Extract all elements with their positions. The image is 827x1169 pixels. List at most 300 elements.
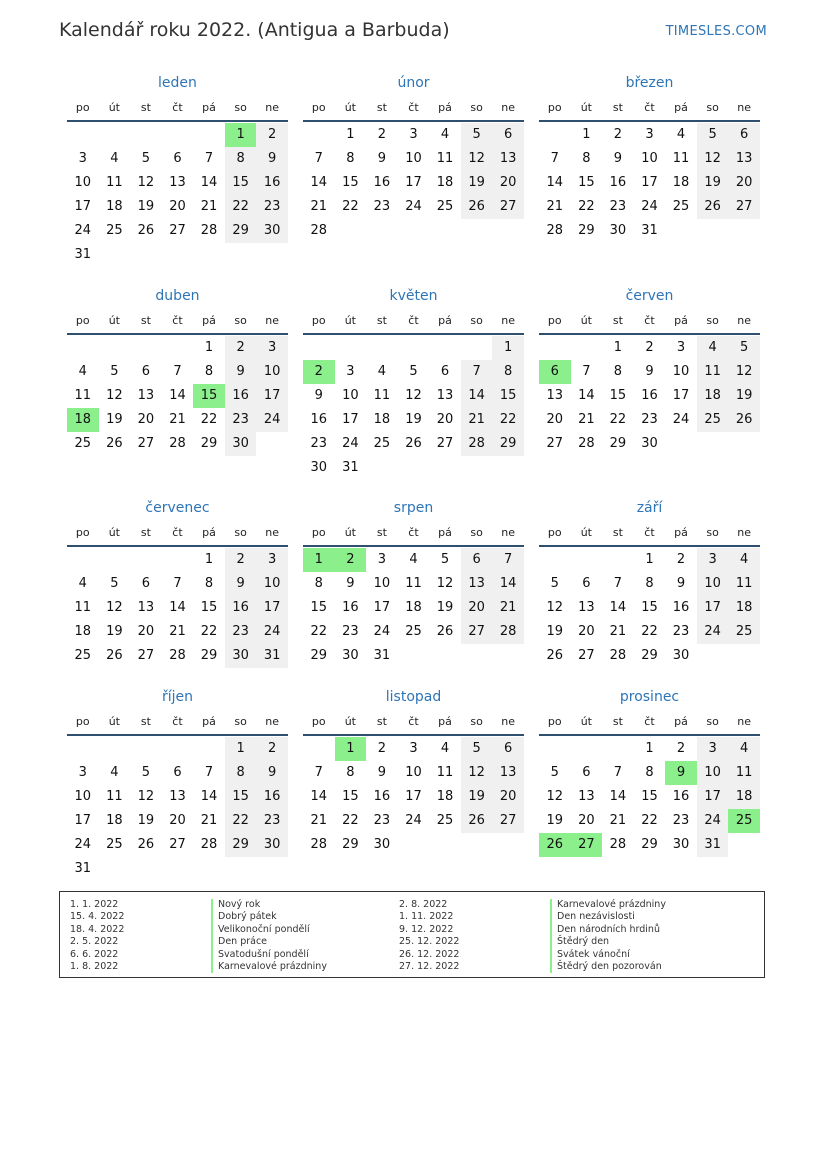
day-cell: 23 xyxy=(641,412,658,427)
weekday-label: st xyxy=(140,715,151,728)
weekday-label: út xyxy=(580,526,592,539)
weekday-label: ne xyxy=(737,526,752,539)
weekday-header xyxy=(303,96,524,122)
weekday-label: ne xyxy=(501,526,516,539)
day-cell: 6 xyxy=(492,123,524,147)
month-block xyxy=(539,284,760,456)
day-cell: 27 xyxy=(169,223,186,238)
holiday-day-cell: 2 xyxy=(335,548,367,572)
day-cell: 4 xyxy=(440,127,450,142)
day-cell: 10 xyxy=(342,388,359,403)
day-cell: 12 xyxy=(546,600,564,615)
day-cell: 8 xyxy=(582,151,591,166)
day-cell: 5 xyxy=(141,151,151,166)
day-cell: 2 xyxy=(377,741,387,756)
day-cell: 8 xyxy=(204,364,214,379)
weekday-label: so xyxy=(706,101,719,114)
day-cell: 2 xyxy=(676,741,686,756)
day-cell: 10 xyxy=(256,572,288,596)
day-cell: 22 xyxy=(342,199,359,214)
day-cell: 6 xyxy=(440,364,450,379)
day-cell: 31 xyxy=(342,460,359,475)
day-cell: 4 xyxy=(697,336,729,360)
day-cell: 27 xyxy=(461,620,493,644)
day-cell: 25 xyxy=(728,620,760,644)
day-cell: 15 xyxy=(342,789,359,804)
month-block xyxy=(67,685,288,881)
legend-date: 1. 1. 2022 xyxy=(70,899,119,910)
day-cell: 13 xyxy=(137,388,155,403)
day-cell: 12 xyxy=(546,789,564,804)
day-cell: 22 xyxy=(342,813,359,828)
day-cell: 2 xyxy=(256,737,288,761)
month-name: září xyxy=(636,500,663,516)
empty-cell xyxy=(461,336,493,360)
day-cell: 6 xyxy=(141,576,151,591)
day-cell: 6 xyxy=(582,765,591,780)
legend-holiday-name: Den nezávislosti xyxy=(550,911,666,923)
days-grid xyxy=(67,547,288,668)
day-cell: 2 xyxy=(225,548,257,572)
day-cell: 12 xyxy=(106,388,123,403)
day-cell: 19 xyxy=(546,624,564,639)
weekday-label: ne xyxy=(501,715,516,728)
days-grid xyxy=(303,547,524,668)
day-cell: 4 xyxy=(409,552,418,567)
legend-date: 25. 12. 2022 xyxy=(399,936,460,948)
day-cell: 27 xyxy=(169,837,186,852)
day-cell: 19 xyxy=(728,384,760,408)
day-cell: 6 xyxy=(173,765,182,780)
day-cell: 10 xyxy=(405,151,422,166)
day-cell: 24 xyxy=(405,199,422,214)
day-cell: 24 xyxy=(74,837,92,852)
day-cell: 22 xyxy=(200,624,218,639)
month-name: prosinec xyxy=(619,689,680,705)
weekday-label: čt xyxy=(172,715,183,728)
weekday-label: st xyxy=(612,101,623,114)
empty-cell xyxy=(99,336,131,360)
days-grid xyxy=(539,122,760,243)
day-cell: 20 xyxy=(169,199,186,214)
day-cell: 10 xyxy=(697,761,729,785)
day-cell: 19 xyxy=(546,813,564,828)
day-cell: 28 xyxy=(200,223,218,238)
weekday-label: pá xyxy=(202,101,216,114)
day-cell: 19 xyxy=(461,785,493,809)
days-grid xyxy=(67,335,288,456)
day-cell: 30 xyxy=(310,460,328,475)
day-cell: 13 xyxy=(728,147,760,171)
month-block xyxy=(303,284,524,480)
day-cell: 7 xyxy=(314,151,323,166)
weekday-label: ne xyxy=(265,101,280,114)
day-cell: 18 xyxy=(672,175,690,190)
day-cell: 26 xyxy=(137,223,155,238)
weekday-label: ne xyxy=(501,101,516,114)
holiday-day-cell: 9 xyxy=(665,761,697,785)
day-cell: 12 xyxy=(405,388,422,403)
day-cell: 25 xyxy=(697,408,729,432)
day-cell: 11 xyxy=(672,151,690,166)
empty-cell xyxy=(539,336,571,360)
day-cell: 7 xyxy=(173,364,182,379)
weekday-label: po xyxy=(75,715,90,728)
day-cell: 5 xyxy=(461,737,493,761)
month-name: březen xyxy=(625,75,674,91)
empty-cell xyxy=(602,548,634,572)
day-cell: 13 xyxy=(492,761,524,785)
day-cell: 2 xyxy=(645,340,654,355)
empty-cell xyxy=(162,336,194,360)
day-cell: 26 xyxy=(546,648,564,663)
day-cell: 22 xyxy=(310,624,328,639)
day-cell: 4 xyxy=(728,737,760,761)
day-cell: 29 xyxy=(225,833,257,857)
day-cell: 22 xyxy=(225,809,257,833)
weekday-label: ne xyxy=(265,715,280,728)
weekday-label: pá xyxy=(438,526,452,539)
day-cell: 10 xyxy=(74,789,92,804)
day-cell: 12 xyxy=(137,789,155,804)
day-cell: 12 xyxy=(436,576,454,591)
day-cell: 27 xyxy=(492,809,524,833)
day-cell: 27 xyxy=(546,436,564,451)
day-cell: 20 xyxy=(546,412,564,427)
month-block xyxy=(539,685,760,857)
day-cell: 9 xyxy=(225,572,257,596)
day-cell: 19 xyxy=(405,412,422,427)
weekday-label: čt xyxy=(408,715,419,728)
day-cell: 31 xyxy=(373,648,391,663)
legend-date: 9. 12. 2022 xyxy=(399,923,454,935)
day-cell: 26 xyxy=(106,648,123,663)
day-cell: 25 xyxy=(405,624,422,639)
day-cell: 23 xyxy=(373,199,391,214)
legend-date: 1. 11. 2022 xyxy=(399,911,454,923)
weekday-label: út xyxy=(108,526,120,539)
day-cell: 16 xyxy=(256,785,288,809)
day-cell: 16 xyxy=(373,175,391,190)
holiday-day-cell: 1 xyxy=(225,123,257,147)
weekday-label: út xyxy=(344,715,356,728)
day-cell: 28 xyxy=(169,436,186,451)
day-cell: 13 xyxy=(169,175,186,190)
weekday-label: ne xyxy=(265,526,280,539)
day-cell: 13 xyxy=(461,572,493,596)
day-cell: 7 xyxy=(550,151,559,166)
day-cell: 20 xyxy=(492,785,524,809)
empty-cell xyxy=(162,737,194,761)
day-cell: 7 xyxy=(173,576,182,591)
day-cell: 9 xyxy=(346,576,355,591)
day-cell: 10 xyxy=(373,576,391,591)
day-cell: 9 xyxy=(613,151,623,166)
day-cell: 26 xyxy=(728,408,760,432)
day-cell: 7 xyxy=(613,765,623,780)
day-cell: 13 xyxy=(546,388,564,403)
legend-date: 15. 4. 2022 xyxy=(70,911,125,923)
empty-cell xyxy=(602,737,634,761)
page-title: Kalendář roku 2022. (Antigua a Barbuda) xyxy=(59,19,450,41)
day-cell: 14 xyxy=(609,600,627,615)
day-cell: 3 xyxy=(645,127,654,142)
day-cell: 15 xyxy=(225,171,257,195)
legend-date: 1. 8. 2022 xyxy=(70,960,119,972)
day-cell: 24 xyxy=(405,813,422,828)
day-cell: 28 xyxy=(200,837,218,852)
day-cell: 1 xyxy=(645,741,654,756)
legend-date: 27. 12. 2022 xyxy=(399,960,460,972)
day-cell: 6 xyxy=(492,737,524,761)
day-cell: 29 xyxy=(200,436,218,451)
month-name: červenec xyxy=(145,500,210,516)
weekday-label: so xyxy=(470,715,483,728)
empty-cell xyxy=(303,737,335,761)
day-cell: 15 xyxy=(641,789,658,804)
day-cell: 11 xyxy=(74,388,92,403)
day-cell: 28 xyxy=(310,837,328,852)
weekday-label: čt xyxy=(644,314,655,327)
day-cell: 7 xyxy=(314,765,323,780)
weekday-label: ne xyxy=(737,314,752,327)
day-cell: 6 xyxy=(582,576,591,591)
weekday-label: so xyxy=(470,314,483,327)
legend-holiday-name: Den národních hrdinů xyxy=(550,924,666,936)
day-cell: 27 xyxy=(492,195,524,219)
holiday-day-cell: 1 xyxy=(335,737,367,761)
day-cell: 30 xyxy=(609,223,627,238)
day-cell: 8 xyxy=(346,151,355,166)
weekday-header xyxy=(303,309,524,335)
legend-date: 2. 5. 2022 xyxy=(70,936,119,948)
day-cell: 20 xyxy=(461,596,493,620)
month-name: leden xyxy=(158,75,197,91)
weekday-label: ne xyxy=(265,314,280,327)
day-cell: 21 xyxy=(546,199,564,214)
day-cell: 5 xyxy=(550,576,559,591)
weekday-label: čt xyxy=(172,526,183,539)
day-cell: 10 xyxy=(672,364,690,379)
day-cell: 29 xyxy=(578,223,595,238)
weekday-header xyxy=(539,710,760,736)
day-cell: 11 xyxy=(405,576,422,591)
day-cell: 17 xyxy=(672,388,690,403)
empty-cell xyxy=(67,737,99,761)
day-cell: 20 xyxy=(578,624,595,639)
day-cell: 1 xyxy=(204,552,214,567)
legend-date: 26. 12. 2022 xyxy=(399,948,460,960)
legend-holiday-name: Dobrý pátek xyxy=(211,911,327,923)
day-cell: 1 xyxy=(582,127,591,142)
day-cell: 23 xyxy=(609,199,627,214)
day-cell: 5 xyxy=(728,336,760,360)
day-cell: 18 xyxy=(436,789,454,804)
day-cell: 30 xyxy=(373,837,391,852)
day-cell: 30 xyxy=(256,219,288,243)
day-cell: 10 xyxy=(256,360,288,384)
day-cell: 20 xyxy=(728,171,760,195)
day-cell: 8 xyxy=(645,765,654,780)
legend-holiday-name: Svatodušní pondělí xyxy=(211,949,327,961)
day-cell: 9 xyxy=(314,388,323,403)
day-cell: 23 xyxy=(225,620,257,644)
days-grid xyxy=(67,122,288,267)
day-cell: 14 xyxy=(200,789,218,804)
day-cell: 24 xyxy=(697,809,729,833)
weekday-label: po xyxy=(311,101,326,114)
day-cell: 17 xyxy=(697,596,729,620)
holiday-day-cell: 18 xyxy=(67,408,99,432)
day-cell: 3 xyxy=(409,127,418,142)
day-cell: 18 xyxy=(106,813,123,828)
day-cell: 26 xyxy=(461,809,493,833)
empty-cell xyxy=(99,123,131,147)
day-cell: 14 xyxy=(492,572,524,596)
day-cell: 11 xyxy=(106,175,123,190)
day-cell: 23 xyxy=(672,624,690,639)
holiday-day-cell: 15 xyxy=(193,384,225,408)
day-cell: 17 xyxy=(342,412,359,427)
day-cell: 21 xyxy=(461,408,493,432)
day-cell: 20 xyxy=(169,813,186,828)
month-block xyxy=(67,496,288,668)
day-cell: 12 xyxy=(697,147,729,171)
day-cell: 29 xyxy=(641,648,658,663)
day-cell: 22 xyxy=(200,412,218,427)
day-cell: 18 xyxy=(728,785,760,809)
day-cell: 4 xyxy=(728,548,760,572)
weekday-label: po xyxy=(547,715,562,728)
day-cell: 22 xyxy=(578,199,595,214)
day-cell: 26 xyxy=(461,195,493,219)
weekday-label: st xyxy=(376,101,387,114)
weekday-label: pá xyxy=(674,715,688,728)
weekday-header xyxy=(67,309,288,335)
day-cell: 18 xyxy=(728,596,760,620)
day-cell: 24 xyxy=(342,436,359,451)
day-cell: 19 xyxy=(137,199,155,214)
day-cell: 30 xyxy=(672,837,690,852)
day-cell: 23 xyxy=(256,195,288,219)
day-cell: 7 xyxy=(204,151,214,166)
day-cell: 2 xyxy=(225,336,257,360)
empty-cell xyxy=(67,336,99,360)
weekday-label: út xyxy=(344,314,356,327)
day-cell: 24 xyxy=(697,620,729,644)
day-cell: 3 xyxy=(78,151,87,166)
day-cell: 19 xyxy=(436,600,454,615)
day-cell: 11 xyxy=(106,789,123,804)
empty-cell xyxy=(193,737,225,761)
weekday-label: so xyxy=(706,715,719,728)
day-cell: 10 xyxy=(697,572,729,596)
day-cell: 19 xyxy=(697,171,729,195)
empty-cell xyxy=(303,336,335,360)
day-cell: 23 xyxy=(342,624,359,639)
weekday-label: st xyxy=(376,526,387,539)
day-cell: 25 xyxy=(436,199,454,214)
day-cell: 10 xyxy=(405,765,422,780)
legend-date-column xyxy=(399,899,459,973)
day-cell: 31 xyxy=(641,223,658,238)
day-cell: 27 xyxy=(436,436,454,451)
day-cell: 11 xyxy=(373,388,391,403)
day-cell: 30 xyxy=(256,833,288,857)
day-cell: 30 xyxy=(672,648,690,663)
day-cell: 22 xyxy=(609,412,627,427)
holiday-legend xyxy=(59,891,765,978)
day-cell: 23 xyxy=(373,813,391,828)
day-cell: 23 xyxy=(256,809,288,833)
day-cell: 16 xyxy=(373,789,391,804)
empty-cell xyxy=(571,737,603,761)
day-cell: 28 xyxy=(546,223,564,238)
day-cell: 26 xyxy=(106,436,123,451)
day-cell: 25 xyxy=(672,199,690,214)
weekday-label: po xyxy=(311,526,326,539)
day-cell: 29 xyxy=(609,436,627,451)
day-cell: 16 xyxy=(342,600,359,615)
site-link[interactable]: TIMESLES.COM xyxy=(665,24,767,39)
day-cell: 10 xyxy=(641,151,658,166)
day-cell: 13 xyxy=(137,600,155,615)
day-cell: 18 xyxy=(697,384,729,408)
day-cell: 18 xyxy=(405,600,422,615)
day-cell: 16 xyxy=(225,384,257,408)
day-cell: 1 xyxy=(492,336,524,360)
month-name: červen xyxy=(625,288,674,304)
day-cell: 21 xyxy=(609,624,627,639)
day-cell: 4 xyxy=(110,151,119,166)
day-cell: 2 xyxy=(613,127,623,142)
weekday-label: út xyxy=(344,526,356,539)
day-cell: 29 xyxy=(641,837,658,852)
legend-holiday-name: Nový rok xyxy=(211,899,327,911)
weekday-label: ne xyxy=(737,715,752,728)
day-cell: 22 xyxy=(641,624,658,639)
legend-holiday-name: Karnevalové prázdniny xyxy=(211,961,327,973)
day-cell: 4 xyxy=(377,364,387,379)
weekday-header xyxy=(539,309,760,335)
legend-holiday-name: Karnevalové prázdniny xyxy=(550,899,666,911)
weekday-label: so xyxy=(706,526,719,539)
weekday-label: čt xyxy=(644,101,655,114)
days-grid xyxy=(67,736,288,881)
weekday-label: út xyxy=(580,715,592,728)
month-block xyxy=(303,496,524,668)
weekday-label: pá xyxy=(438,314,452,327)
day-cell: 22 xyxy=(492,408,524,432)
day-cell: 13 xyxy=(436,388,454,403)
day-cell: 17 xyxy=(405,175,422,190)
day-cell: 21 xyxy=(200,813,218,828)
day-cell: 7 xyxy=(582,364,591,379)
weekday-label: so xyxy=(470,101,483,114)
day-cell: 28 xyxy=(310,223,328,238)
day-cell: 27 xyxy=(137,436,155,451)
day-cell: 1 xyxy=(645,552,654,567)
empty-cell xyxy=(193,123,225,147)
weekday-label: út xyxy=(108,101,120,114)
weekday-label: po xyxy=(311,314,326,327)
day-cell: 5 xyxy=(110,576,119,591)
day-cell: 12 xyxy=(461,147,493,171)
days-grid xyxy=(539,335,760,456)
day-cell: 28 xyxy=(492,620,524,644)
weekday-label: pá xyxy=(674,101,688,114)
day-cell: 16 xyxy=(310,412,328,427)
